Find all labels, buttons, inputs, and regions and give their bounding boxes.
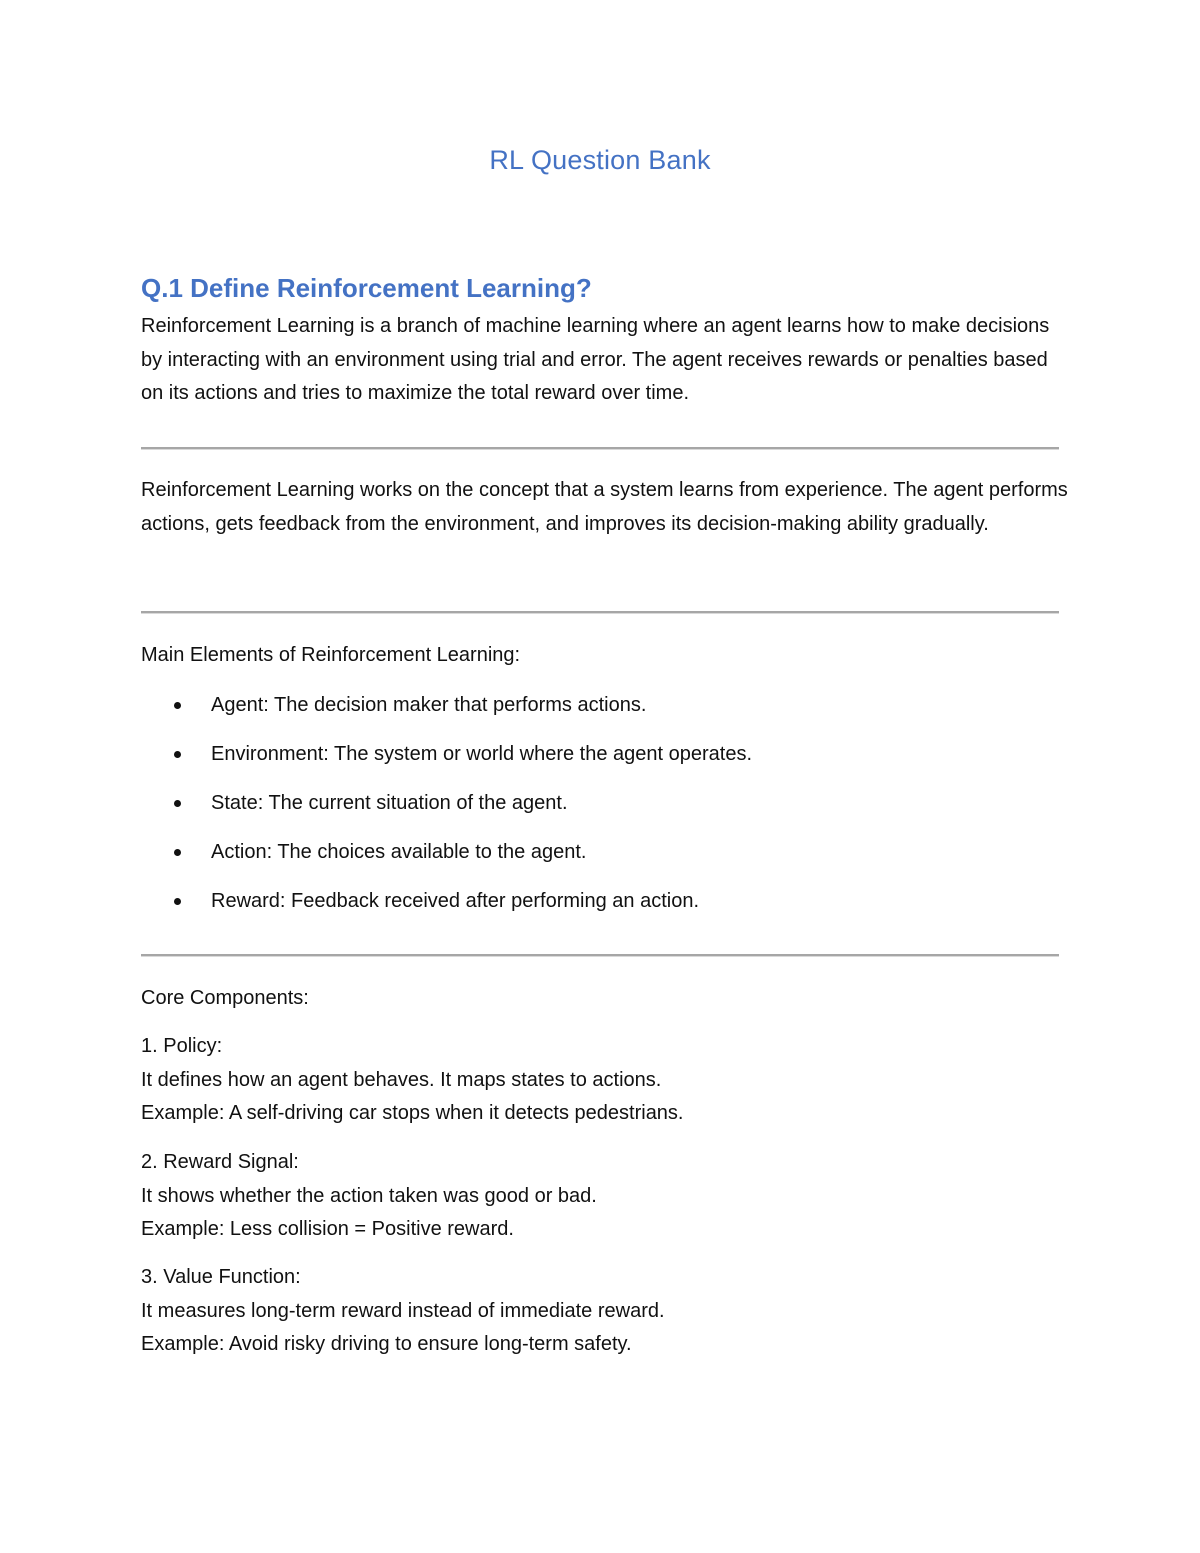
component-example: Example: Less collision = Positive reward.	[141, 1218, 514, 1240]
component-value-function	[141, 1261, 1071, 1362]
concept-paragraph: Reinforcement Learning works on the concept that a system learns from experience. The agent performs actions, gets feedback from the environment, and improves its decision-making ability gradually.	[141, 479, 1068, 535]
definition-paragraph: Reinforcement Learning is a branch of machine learning where an agent learns how to make decisions by interacting with an environment using trial and error. The agent receives rewards or penalties based on its actions and tries to maximize the total reward over time.	[141, 315, 1050, 404]
list-item-text: Agent: The decision maker that performs actions.	[211, 694, 647, 716]
bullet-icon	[174, 898, 181, 905]
component-title: 1. Policy:	[141, 1035, 223, 1057]
component-reward-signal	[141, 1146, 1071, 1247]
horizontal-divider	[141, 954, 1059, 957]
list-item-text: Action: The choices available to the agent.	[211, 841, 587, 863]
bullet-icon	[174, 800, 181, 807]
components-heading: Core Components:	[141, 987, 309, 1009]
list-item-text: Environment: The system or world where the agent operates.	[211, 743, 753, 765]
list-item	[141, 835, 1071, 884]
list-item	[141, 737, 1071, 786]
horizontal-divider	[141, 447, 1059, 450]
component-example: Example: Avoid risky driving to ensure long-term safety.	[141, 1333, 632, 1355]
component-description: It shows whether the action taken was good or bad.	[141, 1184, 597, 1207]
question-heading: Q.1 Define Reinforcement Learning?	[141, 273, 592, 303]
list-item-text: State: The current situation of the agent.	[211, 792, 568, 814]
bullet-icon	[174, 849, 181, 856]
elements-list	[141, 688, 1071, 933]
list-item	[141, 688, 1071, 737]
list-item	[141, 786, 1071, 835]
component-description: It measures long-term reward instead of immediate reward.	[141, 1299, 665, 1322]
document-title: RL Question Bank	[489, 145, 711, 175]
component-description: It defines how an agent behaves. It maps states to actions.	[141, 1068, 662, 1091]
list-item-text: Reward: Feedback received after performing an action.	[211, 890, 700, 912]
component-policy	[141, 1030, 1071, 1131]
component-title: 2. Reward Signal:	[141, 1151, 299, 1173]
component-example: Example: A self-driving car stops when it detects pedestrians.	[141, 1102, 684, 1124]
bullet-icon	[174, 751, 181, 758]
list-item	[141, 884, 1071, 933]
component-title: 3. Value Function:	[141, 1266, 301, 1288]
elements-heading: Main Elements of Reinforcement Learning:	[141, 644, 521, 666]
horizontal-divider	[141, 611, 1059, 614]
bullet-icon	[174, 702, 181, 709]
